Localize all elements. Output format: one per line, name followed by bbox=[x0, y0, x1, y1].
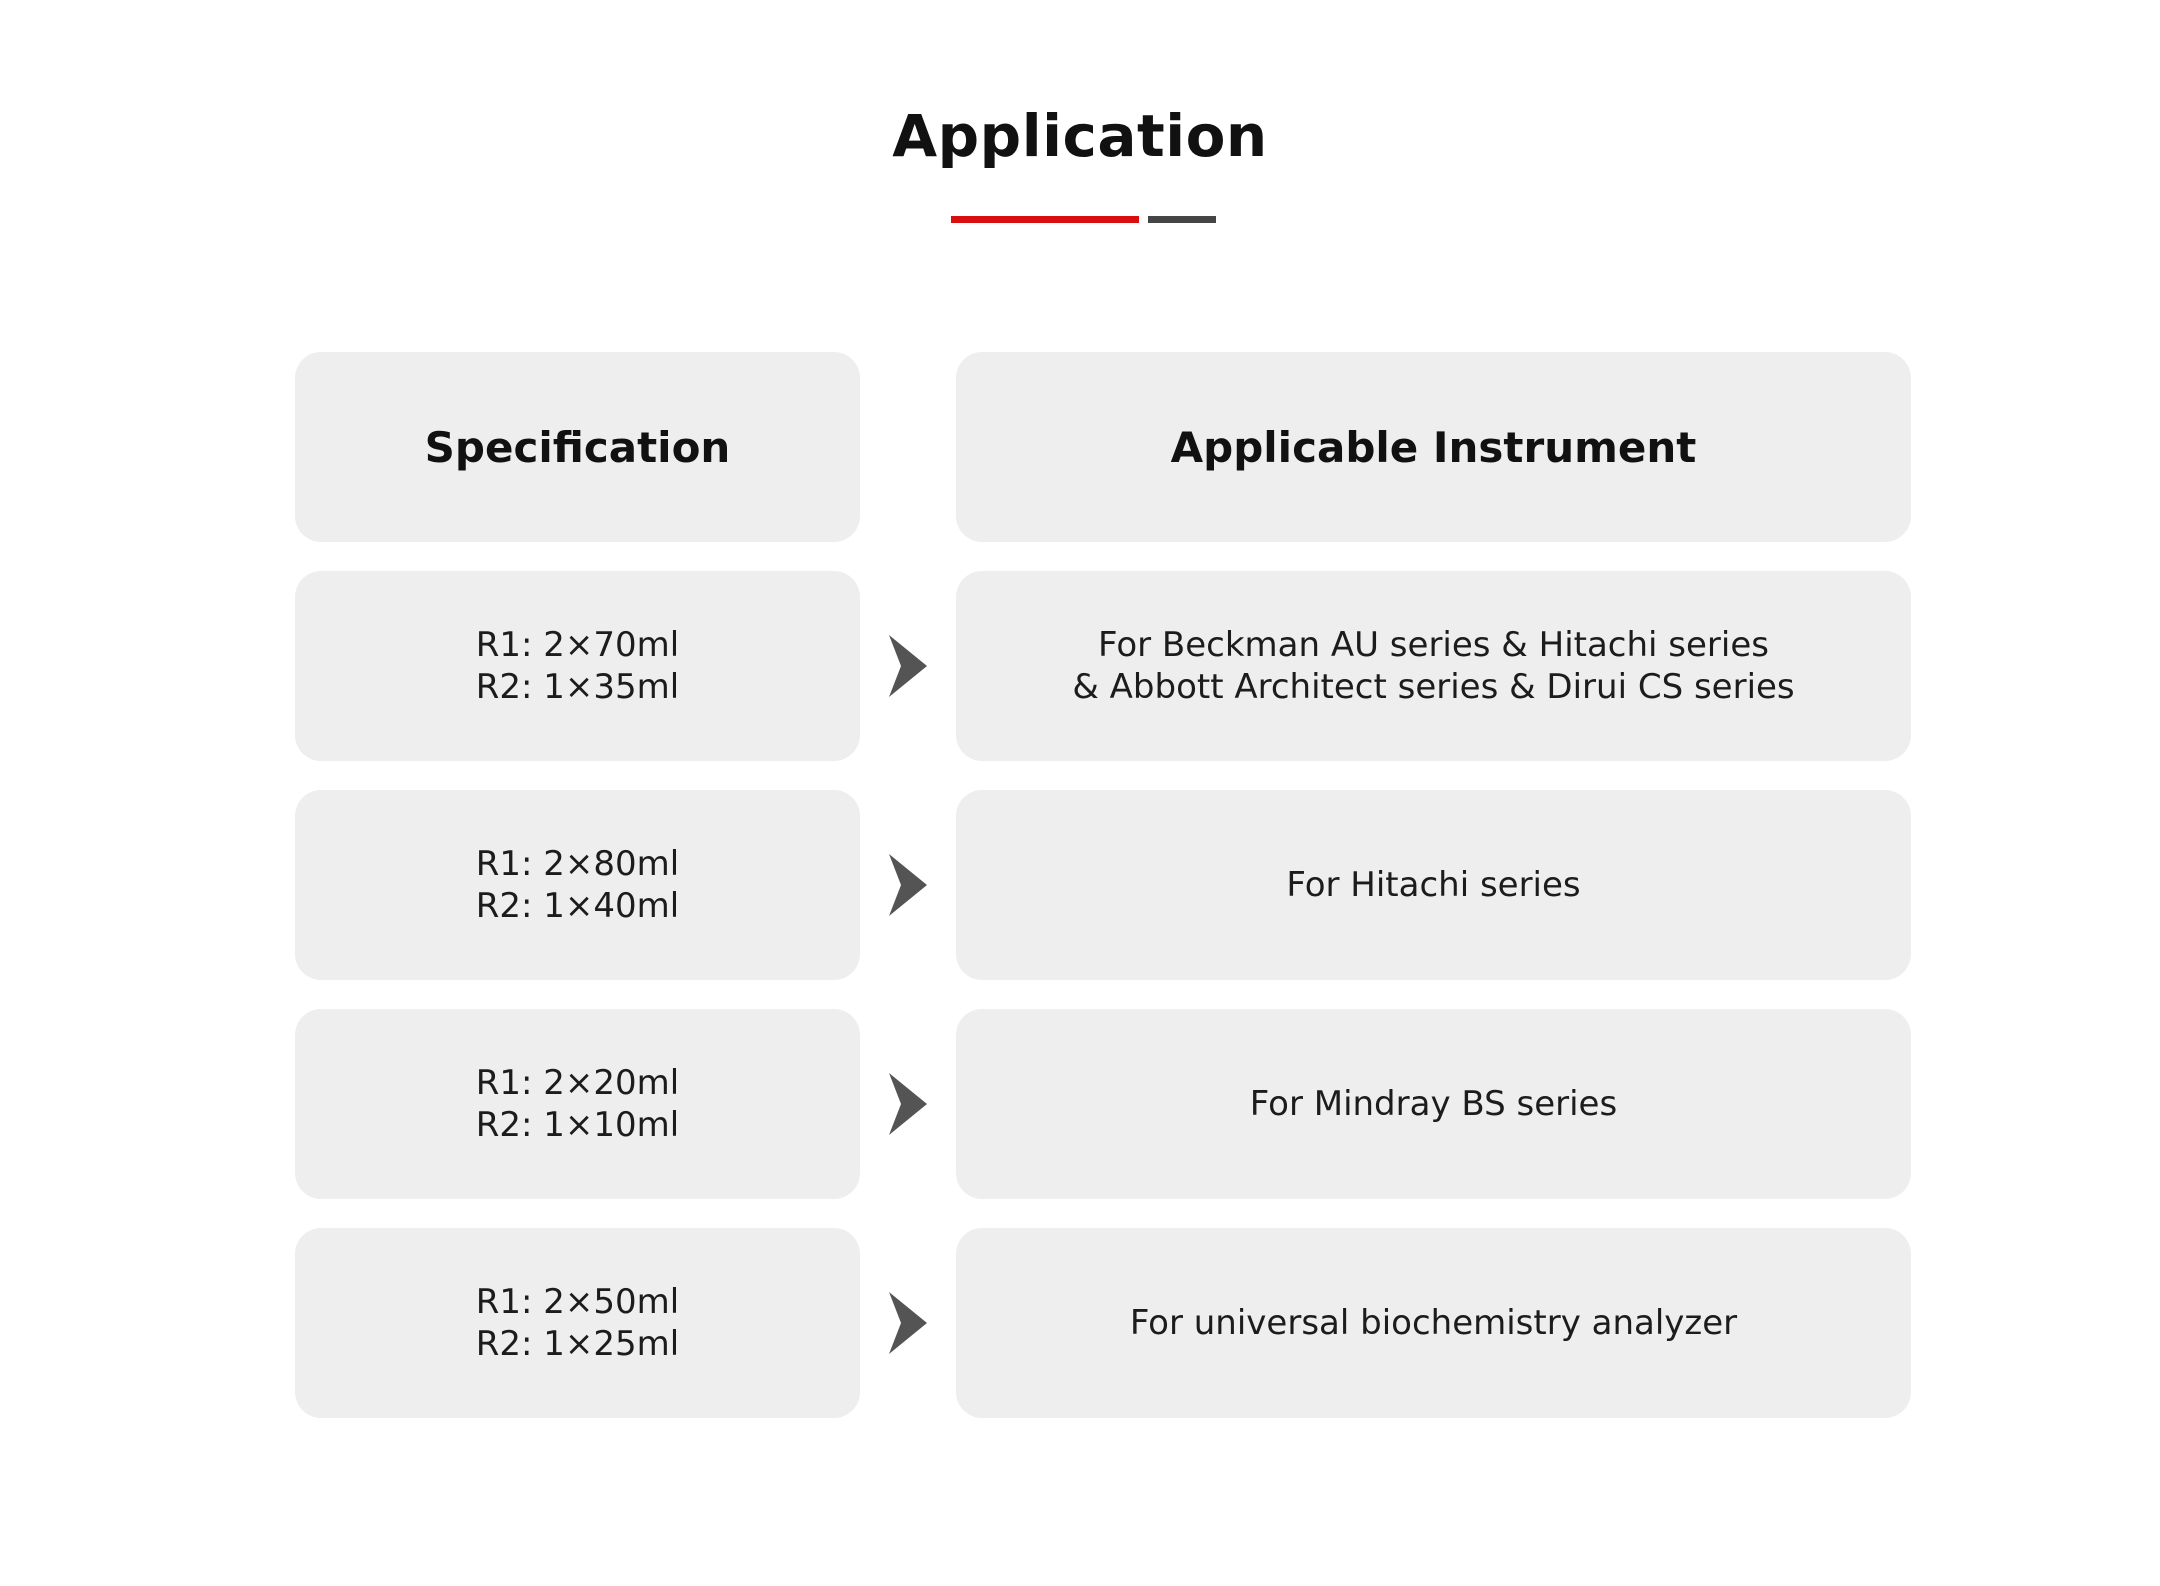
header-specification: Specification bbox=[295, 352, 860, 542]
page-title: Application bbox=[892, 102, 1268, 170]
table-row bbox=[295, 1009, 1911, 1199]
instrument-line: For Hitachi series bbox=[1286, 865, 1581, 905]
application-table bbox=[295, 352, 1911, 1447]
instrument-line: For universal biochemistry analyzer bbox=[1129, 1303, 1738, 1343]
chevron-right-icon bbox=[889, 1292, 927, 1354]
table-row bbox=[295, 1228, 1911, 1418]
table-row bbox=[295, 571, 1911, 761]
instrument-cell bbox=[956, 571, 1911, 761]
spec-r1: R1: 2×50ml bbox=[475, 1282, 680, 1322]
instrument-line: & Abbott Architect series & Dirui CS series bbox=[1072, 667, 1795, 707]
specification-cell bbox=[295, 571, 860, 761]
instrument-line: For Mindray BS series bbox=[1249, 1084, 1618, 1124]
spec-r1: R1: 2×80ml bbox=[475, 844, 680, 884]
table-header-row bbox=[295, 352, 1911, 542]
table-row bbox=[295, 790, 1911, 980]
spec-r2: R2: 1×25ml bbox=[475, 1324, 680, 1364]
spec-r2: R2: 1×35ml bbox=[475, 667, 680, 707]
instrument-line: For Beckman AU series & Hitachi series bbox=[1097, 625, 1769, 665]
specification-cell bbox=[295, 1228, 860, 1418]
specification-cell bbox=[295, 790, 860, 980]
title-underline-red bbox=[951, 216, 1139, 223]
header-applicable-instrument: Applicable Instrument bbox=[956, 352, 1911, 542]
instrument-cell bbox=[956, 790, 1911, 980]
specification-cell bbox=[295, 1009, 860, 1199]
spec-r1: R1: 2×70ml bbox=[475, 625, 680, 665]
spec-r1: R1: 2×20ml bbox=[475, 1063, 680, 1103]
spec-r2: R2: 1×40ml bbox=[475, 886, 680, 926]
title-underline-dark bbox=[1148, 216, 1216, 223]
chevron-right-icon bbox=[889, 635, 927, 697]
chevron-right-icon bbox=[889, 854, 927, 916]
instrument-cell bbox=[956, 1009, 1911, 1199]
instrument-cell bbox=[956, 1228, 1911, 1418]
spec-r2: R2: 1×10ml bbox=[475, 1105, 680, 1145]
chevron-right-icon bbox=[889, 1073, 927, 1135]
